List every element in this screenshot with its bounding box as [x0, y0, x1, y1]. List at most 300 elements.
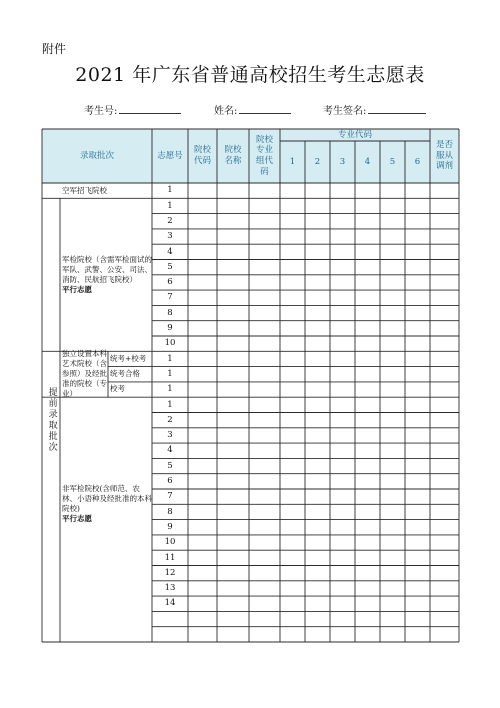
- entry-cell[interactable]: [305, 489, 330, 504]
- entry-cell[interactable]: [249, 627, 280, 642]
- entry-cell[interactable]: [380, 367, 405, 382]
- entry-cell[interactable]: [430, 458, 459, 473]
- entry-cell[interactable]: [217, 504, 249, 519]
- entry-cell[interactable]: [380, 382, 405, 397]
- entry-cell[interactable]: [355, 198, 380, 213]
- entry-cell[interactable]: [405, 198, 430, 213]
- entry-cell[interactable]: [188, 336, 217, 351]
- entry-cell[interactable]: [430, 229, 459, 244]
- entry-cell[interactable]: [405, 305, 430, 320]
- entry-cell[interactable]: [330, 198, 355, 213]
- entry-cell[interactable]: [249, 489, 280, 504]
- entry-cell[interactable]: [217, 305, 249, 320]
- entry-cell[interactable]: [217, 428, 249, 443]
- entry-cell[interactable]: [330, 275, 355, 290]
- entry-cell[interactable]: [217, 611, 249, 626]
- entry-cell[interactable]: [305, 290, 330, 305]
- entry-cell[interactable]: [188, 535, 217, 550]
- entry-cell[interactable]: [217, 581, 249, 596]
- entry-cell[interactable]: [188, 627, 217, 642]
- entry-cell[interactable]: [405, 290, 430, 305]
- entry-cell[interactable]: [249, 260, 280, 275]
- entry-cell[interactable]: [188, 458, 217, 473]
- entry-cell[interactable]: [380, 458, 405, 473]
- entry-cell[interactable]: [355, 367, 380, 382]
- entry-cell[interactable]: [249, 474, 280, 489]
- entry-cell[interactable]: [217, 596, 249, 611]
- entry-cell[interactable]: [430, 321, 459, 336]
- entry-cell[interactable]: [305, 397, 330, 412]
- entry-cell[interactable]: [430, 566, 459, 581]
- entry-cell[interactable]: [430, 183, 459, 198]
- entry-cell[interactable]: [188, 397, 217, 412]
- entry-cell[interactable]: [305, 428, 330, 443]
- entry-cell[interactable]: [405, 627, 430, 642]
- entry-cell[interactable]: [380, 504, 405, 519]
- entry-cell[interactable]: [405, 336, 430, 351]
- entry-cell[interactable]: [330, 627, 355, 642]
- entry-cell[interactable]: [280, 458, 305, 473]
- entry-cell[interactable]: [430, 413, 459, 428]
- entry-cell[interactable]: [217, 214, 249, 229]
- entry-cell[interactable]: [330, 458, 355, 473]
- entry-cell[interactable]: [305, 596, 330, 611]
- entry-cell[interactable]: [217, 550, 249, 565]
- entry-cell[interactable]: [355, 489, 380, 504]
- entry-cell[interactable]: [330, 443, 355, 458]
- entry-cell[interactable]: [430, 214, 459, 229]
- entry-cell[interactable]: [188, 504, 217, 519]
- entry-cell[interactable]: [430, 290, 459, 305]
- entry-cell[interactable]: [305, 305, 330, 320]
- entry-cell[interactable]: [249, 611, 280, 626]
- entry-cell[interactable]: [330, 550, 355, 565]
- entry-cell[interactable]: [217, 290, 249, 305]
- entry-cell[interactable]: [188, 351, 217, 366]
- entry-cell[interactable]: [305, 260, 330, 275]
- entry-cell[interactable]: [305, 550, 330, 565]
- entry-cell[interactable]: [430, 198, 459, 213]
- entry-cell[interactable]: [249, 443, 280, 458]
- entry-cell[interactable]: [217, 443, 249, 458]
- entry-cell[interactable]: [405, 489, 430, 504]
- entry-cell[interactable]: [249, 336, 280, 351]
- entry-cell[interactable]: [405, 229, 430, 244]
- entry-cell[interactable]: [188, 290, 217, 305]
- entry-cell[interactable]: [380, 627, 405, 642]
- entry-cell[interactable]: [305, 321, 330, 336]
- entry-cell[interactable]: [355, 244, 380, 259]
- entry-cell[interactable]: [330, 596, 355, 611]
- entry-cell[interactable]: [355, 627, 380, 642]
- entry-cell[interactable]: [405, 413, 430, 428]
- entry-cell[interactable]: [330, 535, 355, 550]
- entry-cell[interactable]: [249, 382, 280, 397]
- entry-cell[interactable]: [305, 627, 330, 642]
- entry-cell[interactable]: [355, 611, 380, 626]
- entry-cell[interactable]: [188, 214, 217, 229]
- entry-cell[interactable]: [330, 244, 355, 259]
- entry-cell[interactable]: [405, 260, 430, 275]
- entry-cell[interactable]: [405, 611, 430, 626]
- entry-cell[interactable]: [280, 596, 305, 611]
- entry-cell[interactable]: [355, 550, 380, 565]
- entry-cell[interactable]: [280, 489, 305, 504]
- entry-cell[interactable]: [280, 290, 305, 305]
- entry-cell[interactable]: [330, 229, 355, 244]
- entry-cell[interactable]: [380, 474, 405, 489]
- entry-cell[interactable]: [305, 611, 330, 626]
- entry-cell[interactable]: [405, 535, 430, 550]
- entry-cell[interactable]: [305, 336, 330, 351]
- entry-cell[interactable]: [355, 336, 380, 351]
- entry-cell[interactable]: [355, 214, 380, 229]
- entry-cell[interactable]: [380, 489, 405, 504]
- entry-cell[interactable]: [380, 244, 405, 259]
- entry-cell[interactable]: [355, 504, 380, 519]
- entry-cell[interactable]: [380, 321, 405, 336]
- entry-cell[interactable]: [305, 535, 330, 550]
- entry-cell[interactable]: [355, 305, 380, 320]
- entry-cell[interactable]: [305, 183, 330, 198]
- entry-cell[interactable]: [355, 397, 380, 412]
- entry-cell[interactable]: [305, 443, 330, 458]
- entry-cell[interactable]: [430, 581, 459, 596]
- entry-cell[interactable]: [249, 504, 280, 519]
- entry-cell[interactable]: [217, 198, 249, 213]
- entry-cell[interactable]: [330, 581, 355, 596]
- entry-cell[interactable]: [280, 244, 305, 259]
- entry-cell[interactable]: [430, 260, 459, 275]
- entry-cell[interactable]: [405, 367, 430, 382]
- entry-cell[interactable]: [188, 198, 217, 213]
- entry-cell[interactable]: [330, 336, 355, 351]
- entry-cell[interactable]: [280, 413, 305, 428]
- entry-cell[interactable]: [330, 520, 355, 535]
- entry-cell[interactable]: [217, 275, 249, 290]
- entry-cell[interactable]: [380, 566, 405, 581]
- entry-cell[interactable]: [217, 321, 249, 336]
- entry-cell[interactable]: [355, 382, 380, 397]
- entry-cell[interactable]: [355, 290, 380, 305]
- entry-cell[interactable]: [280, 581, 305, 596]
- entry-cell[interactable]: [330, 611, 355, 626]
- entry-cell[interactable]: [430, 611, 459, 626]
- entry-cell[interactable]: [330, 305, 355, 320]
- entry-cell[interactable]: [405, 397, 430, 412]
- entry-cell[interactable]: [280, 260, 305, 275]
- entry-cell[interactable]: [217, 244, 249, 259]
- entry-cell[interactable]: [188, 244, 217, 259]
- entry-cell[interactable]: [305, 474, 330, 489]
- entry-cell[interactable]: [249, 183, 280, 198]
- entry-cell[interactable]: [280, 611, 305, 626]
- entry-cell[interactable]: [430, 520, 459, 535]
- entry-cell[interactable]: [280, 535, 305, 550]
- entry-cell[interactable]: [249, 397, 280, 412]
- entry-cell[interactable]: [217, 413, 249, 428]
- entry-cell[interactable]: [355, 535, 380, 550]
- entry-cell[interactable]: [355, 566, 380, 581]
- entry-cell[interactable]: [249, 550, 280, 565]
- entry-cell[interactable]: [405, 550, 430, 565]
- entry-cell[interactable]: [188, 275, 217, 290]
- entry-cell[interactable]: [188, 382, 217, 397]
- entry-cell[interactable]: [380, 397, 405, 412]
- entry-cell[interactable]: [380, 275, 405, 290]
- entry-cell[interactable]: [330, 290, 355, 305]
- entry-cell[interactable]: [305, 275, 330, 290]
- entry-cell[interactable]: [405, 458, 430, 473]
- entry-cell[interactable]: [188, 474, 217, 489]
- entry-cell[interactable]: [188, 443, 217, 458]
- entry-cell[interactable]: [217, 183, 249, 198]
- entry-cell[interactable]: [217, 535, 249, 550]
- entry-cell[interactable]: [330, 260, 355, 275]
- entry-cell[interactable]: [188, 260, 217, 275]
- entry-cell[interactable]: [330, 413, 355, 428]
- entry-cell[interactable]: [405, 321, 430, 336]
- entry-cell[interactable]: [430, 336, 459, 351]
- entry-cell[interactable]: [249, 275, 280, 290]
- entry-cell[interactable]: [405, 443, 430, 458]
- entry-cell[interactable]: [380, 611, 405, 626]
- entry-cell[interactable]: [280, 627, 305, 642]
- entry-cell[interactable]: [280, 520, 305, 535]
- entry-cell[interactable]: [430, 428, 459, 443]
- entry-cell[interactable]: [249, 596, 280, 611]
- entry-cell[interactable]: [305, 244, 330, 259]
- entry-cell[interactable]: [380, 428, 405, 443]
- entry-cell[interactable]: [280, 397, 305, 412]
- entry-cell[interactable]: [430, 443, 459, 458]
- entry-cell[interactable]: [430, 244, 459, 259]
- entry-cell[interactable]: [380, 198, 405, 213]
- entry-cell[interactable]: [305, 229, 330, 244]
- entry-cell[interactable]: [430, 382, 459, 397]
- entry-cell[interactable]: [380, 520, 405, 535]
- entry-cell[interactable]: [405, 244, 430, 259]
- entry-cell[interactable]: [280, 428, 305, 443]
- entry-cell[interactable]: [380, 581, 405, 596]
- entry-cell[interactable]: [188, 581, 217, 596]
- entry-cell[interactable]: [249, 458, 280, 473]
- entry-cell[interactable]: [305, 382, 330, 397]
- entry-cell[interactable]: [355, 443, 380, 458]
- entry-cell[interactable]: [305, 198, 330, 213]
- entry-cell[interactable]: [280, 321, 305, 336]
- entry-cell[interactable]: [405, 566, 430, 581]
- entry-cell[interactable]: [380, 550, 405, 565]
- entry-cell[interactable]: [217, 351, 249, 366]
- entry-cell[interactable]: [330, 397, 355, 412]
- entry-cell[interactable]: [188, 566, 217, 581]
- entry-cell[interactable]: [188, 520, 217, 535]
- entry-cell[interactable]: [249, 428, 280, 443]
- entry-cell[interactable]: [330, 566, 355, 581]
- entry-cell[interactable]: [280, 198, 305, 213]
- entry-cell[interactable]: [355, 260, 380, 275]
- entry-cell[interactable]: [188, 596, 217, 611]
- entry-cell[interactable]: [280, 229, 305, 244]
- entry-cell[interactable]: [380, 535, 405, 550]
- entry-cell[interactable]: [330, 351, 355, 366]
- entry-cell[interactable]: [355, 474, 380, 489]
- entry-cell[interactable]: [280, 474, 305, 489]
- entry-cell[interactable]: [430, 504, 459, 519]
- entry-cell[interactable]: [405, 275, 430, 290]
- entry-cell[interactable]: [188, 611, 217, 626]
- entry-cell[interactable]: [355, 183, 380, 198]
- entry-cell[interactable]: [305, 351, 330, 366]
- entry-cell[interactable]: [305, 214, 330, 229]
- entry-cell[interactable]: [380, 214, 405, 229]
- entry-cell[interactable]: [330, 214, 355, 229]
- entry-cell[interactable]: [380, 596, 405, 611]
- entry-cell[interactable]: [355, 321, 380, 336]
- entry-cell[interactable]: [217, 367, 249, 382]
- entry-cell[interactable]: [430, 367, 459, 382]
- entry-cell[interactable]: [430, 275, 459, 290]
- entry-cell[interactable]: [249, 229, 280, 244]
- entry-cell[interactable]: [380, 336, 405, 351]
- entry-cell[interactable]: [380, 305, 405, 320]
- entry-cell[interactable]: [217, 336, 249, 351]
- entry-cell[interactable]: [249, 581, 280, 596]
- entry-cell[interactable]: [430, 550, 459, 565]
- entry-cell[interactable]: [405, 214, 430, 229]
- entry-cell[interactable]: [280, 382, 305, 397]
- entry-cell[interactable]: [355, 351, 380, 366]
- entry-cell[interactable]: [330, 504, 355, 519]
- entry-cell[interactable]: [249, 351, 280, 366]
- entry-cell[interactable]: [217, 229, 249, 244]
- entry-cell[interactable]: [330, 474, 355, 489]
- entry-cell[interactable]: [405, 596, 430, 611]
- entry-cell[interactable]: [188, 321, 217, 336]
- entry-cell[interactable]: [305, 566, 330, 581]
- entry-cell[interactable]: [217, 474, 249, 489]
- entry-cell[interactable]: [405, 520, 430, 535]
- entry-cell[interactable]: [305, 367, 330, 382]
- entry-cell[interactable]: [217, 489, 249, 504]
- entry-cell[interactable]: [217, 566, 249, 581]
- entry-cell[interactable]: [249, 214, 280, 229]
- entry-cell[interactable]: [430, 351, 459, 366]
- entry-cell[interactable]: [249, 305, 280, 320]
- entry-cell[interactable]: [249, 198, 280, 213]
- entry-cell[interactable]: [355, 428, 380, 443]
- entry-cell[interactable]: [249, 520, 280, 535]
- entry-cell[interactable]: [380, 229, 405, 244]
- entry-cell[interactable]: [217, 520, 249, 535]
- entry-cell[interactable]: [330, 382, 355, 397]
- entry-cell[interactable]: [355, 581, 380, 596]
- entry-cell[interactable]: [249, 367, 280, 382]
- entry-cell[interactable]: [330, 489, 355, 504]
- entry-cell[interactable]: [217, 627, 249, 642]
- entry-cell[interactable]: [330, 367, 355, 382]
- entry-cell[interactable]: [305, 581, 330, 596]
- entry-cell[interactable]: [355, 596, 380, 611]
- entry-cell[interactable]: [405, 474, 430, 489]
- entry-cell[interactable]: [305, 520, 330, 535]
- entry-cell[interactable]: [280, 351, 305, 366]
- entry-cell[interactable]: [430, 627, 459, 642]
- entry-cell[interactable]: [355, 520, 380, 535]
- entry-cell[interactable]: [330, 428, 355, 443]
- entry-cell[interactable]: [280, 275, 305, 290]
- entry-cell[interactable]: [405, 428, 430, 443]
- entry-cell[interactable]: [405, 351, 430, 366]
- entry-cell[interactable]: [280, 305, 305, 320]
- entry-cell[interactable]: [405, 581, 430, 596]
- entry-cell[interactable]: [280, 183, 305, 198]
- entry-cell[interactable]: [188, 413, 217, 428]
- entry-cell[interactable]: [280, 336, 305, 351]
- entry-cell[interactable]: [188, 489, 217, 504]
- entry-cell[interactable]: [405, 504, 430, 519]
- entry-cell[interactable]: [280, 504, 305, 519]
- entry-cell[interactable]: [405, 382, 430, 397]
- entry-cell[interactable]: [430, 596, 459, 611]
- entry-cell[interactable]: [355, 229, 380, 244]
- entry-cell[interactable]: [305, 413, 330, 428]
- entry-cell[interactable]: [430, 535, 459, 550]
- entry-cell[interactable]: [430, 489, 459, 504]
- entry-cell[interactable]: [188, 428, 217, 443]
- entry-cell[interactable]: [355, 413, 380, 428]
- entry-cell[interactable]: [355, 275, 380, 290]
- entry-cell[interactable]: [405, 183, 430, 198]
- entry-cell[interactable]: [280, 550, 305, 565]
- entry-cell[interactable]: [380, 351, 405, 366]
- entry-cell[interactable]: [305, 504, 330, 519]
- entry-cell[interactable]: [305, 458, 330, 473]
- entry-cell[interactable]: [280, 214, 305, 229]
- entry-cell[interactable]: [249, 290, 280, 305]
- entry-cell[interactable]: [249, 413, 280, 428]
- entry-cell[interactable]: [217, 458, 249, 473]
- entry-cell[interactable]: [430, 397, 459, 412]
- entry-cell[interactable]: [188, 229, 217, 244]
- entry-cell[interactable]: [217, 382, 249, 397]
- entry-cell[interactable]: [355, 458, 380, 473]
- entry-cell[interactable]: [330, 321, 355, 336]
- entry-cell[interactable]: [280, 443, 305, 458]
- entry-cell[interactable]: [380, 260, 405, 275]
- entry-cell[interactable]: [188, 550, 217, 565]
- entry-cell[interactable]: [217, 260, 249, 275]
- entry-cell[interactable]: [380, 443, 405, 458]
- entry-cell[interactable]: [330, 183, 355, 198]
- entry-cell[interactable]: [380, 413, 405, 428]
- entry-cell[interactable]: [188, 183, 217, 198]
- entry-cell[interactable]: [217, 397, 249, 412]
- entry-cell[interactable]: [188, 305, 217, 320]
- entry-cell[interactable]: [249, 566, 280, 581]
- entry-cell[interactable]: [249, 535, 280, 550]
- entry-cell[interactable]: [430, 305, 459, 320]
- entry-cell[interactable]: [430, 474, 459, 489]
- entry-cell[interactable]: [249, 244, 280, 259]
- entry-cell[interactable]: [249, 321, 280, 336]
- entry-cell[interactable]: [280, 367, 305, 382]
- entry-cell[interactable]: [280, 566, 305, 581]
- entry-cell[interactable]: [188, 367, 217, 382]
- entry-cell[interactable]: [380, 290, 405, 305]
- entry-cell[interactable]: [380, 183, 405, 198]
